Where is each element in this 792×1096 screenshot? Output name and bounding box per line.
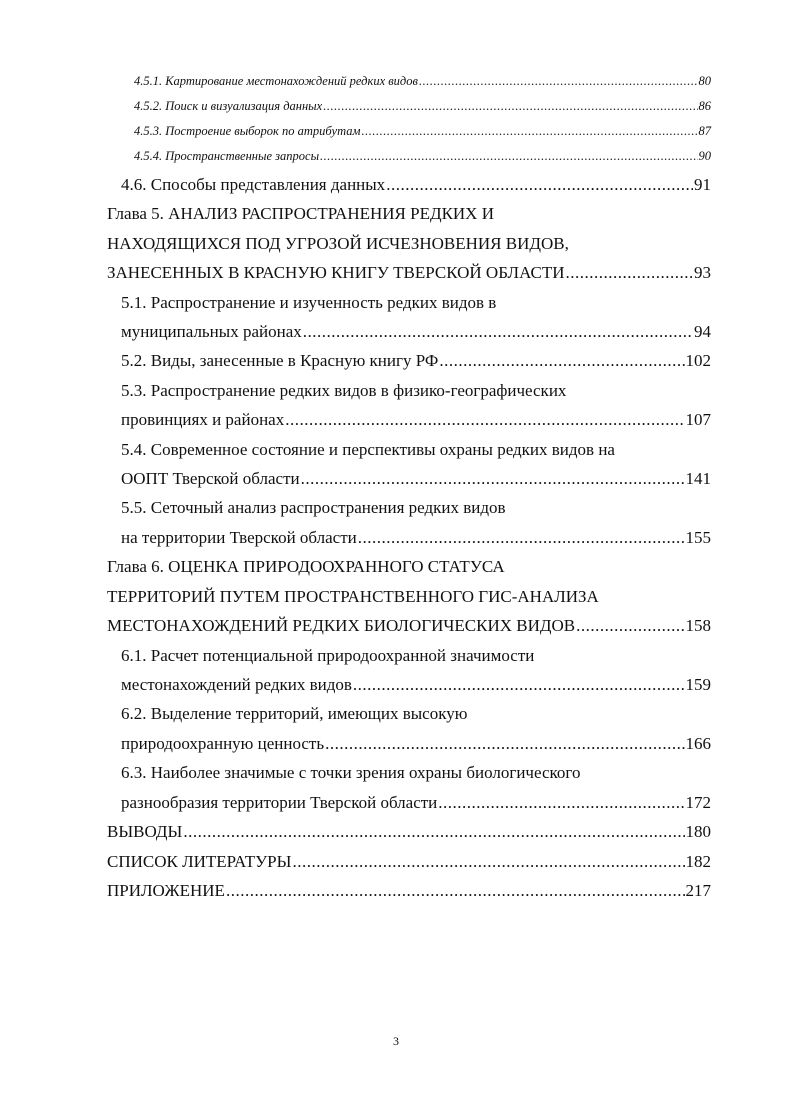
toc-page-number: 172 [685, 793, 711, 812]
toc-page-number: 91 [694, 175, 711, 194]
toc-page-number: 90 [698, 149, 711, 163]
toc-entry-title: 4.5.3. Построение выборок по атрибутам [134, 124, 361, 138]
toc-chapter-6-line-2[interactable] [107, 587, 599, 607]
toc-entry-title: 4.5.1. Картирование местонахождений редких видов [134, 74, 418, 88]
toc-chapter-title: ЗАНЕСЕННЫХ В КРАСНУЮ КНИГУ ТВЕРСКОЙ ОБЛАСТИ [107, 263, 565, 282]
toc-page-number: 94 [694, 322, 711, 341]
dot-leader [183, 822, 684, 842]
dot-leader [285, 410, 684, 430]
toc-page-number: 182 [685, 852, 711, 871]
toc-chapter-5-line-1[interactable] [107, 204, 494, 224]
toc-page-number: 87 [698, 124, 711, 138]
toc-entry-4-6[interactable] [121, 175, 711, 195]
toc-entry-title: природоохранную ценность [121, 734, 325, 753]
toc-entry-title: ВЫВОДЫ [107, 822, 183, 841]
toc-chapter-5-line-2[interactable] [107, 234, 569, 254]
toc-chapter-title: НАХОДЯЩИХСЯ ПОД УГРОЗОЙ ИСЧЕЗНОВЕНИЯ ВИДОВ, [107, 234, 569, 253]
toc-entry-4-5-4[interactable] [134, 149, 711, 164]
toc-entry-5-4-line-1[interactable] [121, 440, 615, 460]
toc-entry-6-1-line-1[interactable] [121, 646, 534, 666]
toc-entry-title: на территории Тверской области [121, 528, 357, 547]
dot-leader [325, 734, 684, 754]
dot-leader [438, 793, 684, 813]
toc-entry-title: местонахождений редких видов [121, 675, 352, 694]
toc-entry-title: 4.6. Способы представления данных [121, 175, 386, 194]
toc-entry-6-2-line-1[interactable] [121, 704, 467, 724]
toc-entry-title: ПРИЛОЖЕНИЕ [107, 881, 225, 900]
dot-leader [566, 263, 693, 283]
toc-entry-title: ООПТ Тверской области [121, 469, 300, 488]
toc-entry-title: 4.5.4. Пространственные запросы [134, 149, 320, 163]
toc-page-number: 102 [685, 351, 711, 370]
toc-entry-title: 6.1. Расчет потенциальной природоохранной значимости [121, 646, 535, 665]
toc-entry-title: муниципальных районах [121, 322, 302, 341]
page-number: 3 [393, 1034, 399, 1048]
dot-leader [292, 852, 684, 872]
toc-page-number: 86 [698, 99, 711, 113]
toc-entry-6-3-line-2[interactable] [121, 793, 711, 813]
toc-entry-5-4-line-2[interactable] [121, 469, 711, 489]
toc-page-number: 158 [685, 616, 711, 635]
toc-entry-4-5-1[interactable] [134, 74, 711, 89]
toc-page-number: 80 [698, 74, 711, 88]
dot-leader [301, 469, 685, 489]
toc-entry-4-5-2[interactable] [134, 99, 711, 114]
toc-entry-6-1-line-2[interactable] [121, 675, 711, 695]
toc-page-number: 166 [685, 734, 711, 753]
toc-entry-5-3-line-2[interactable] [121, 410, 711, 430]
dot-leader [320, 149, 697, 164]
dot-leader [226, 881, 685, 901]
toc-chapter-title: Глава 6. ОЦЕНКА ПРИРОДООХРАННОГО СТАТУСА [107, 557, 505, 576]
toc-entry-title: 6.2. Выделение территорий, имеющих высокую [121, 704, 468, 723]
toc-entry-references[interactable] [107, 852, 711, 872]
dot-leader [439, 351, 684, 371]
toc-entry-4-5-3[interactable] [134, 124, 711, 139]
toc-entry-title: СПИСОК ЛИТЕРАТУРЫ [107, 852, 292, 871]
dot-leader [303, 322, 693, 342]
toc-chapter-title: МЕСТОНАХОЖДЕНИЙ РЕДКИХ БИОЛОГИЧЕСКИХ ВИДОВ [107, 616, 576, 635]
dot-leader [419, 74, 698, 89]
toc-entry-5-2[interactable] [121, 351, 711, 371]
toc-page-number: 159 [685, 675, 711, 694]
toc-entry-title: 5.3. Распространение редких видов в физико-географических [121, 381, 567, 400]
toc-entry-title: 5.2. Виды, занесенные в Красную книгу РФ [121, 351, 439, 370]
toc-page-number: 93 [694, 263, 711, 282]
toc-chapter-title: ТЕРРИТОРИЙ ПУТЕМ ПРОСТРАНСТВЕННОГО ГИС-АНАЛИЗА [107, 587, 599, 606]
toc-entry-title: 4.5.2. Поиск и визуализация данных [134, 99, 323, 113]
toc-entry-appendix[interactable] [107, 881, 711, 901]
toc-page-number: 217 [685, 881, 711, 900]
dot-leader [353, 675, 685, 695]
toc-entry-5-5-line-2[interactable] [121, 528, 711, 548]
dot-leader [358, 528, 685, 548]
dot-leader [362, 124, 698, 139]
toc-chapter-6-line-1[interactable] [107, 557, 505, 577]
dot-leader [323, 99, 697, 114]
dot-leader [576, 616, 684, 636]
toc-entry-title: 6.3. Наиболее значимые с точки зрения охраны биологического [121, 763, 581, 782]
toc-entry-5-1-line-2[interactable] [121, 322, 711, 342]
toc-entry-5-3-line-1[interactable] [121, 381, 566, 401]
toc-entry-title: 5.1. Распространение и изученность редких видов в [121, 293, 497, 312]
toc-entry-conclusions[interactable] [107, 822, 711, 842]
toc-entry-title: разнообразия территории Тверской области [121, 793, 438, 812]
toc-page-number: 155 [685, 528, 711, 547]
toc-chapter-5-line-3[interactable] [107, 263, 711, 283]
toc-chapter-title: Глава 5. АНАЛИЗ РАСПРОСТРАНЕНИЯ РЕДКИХ И [107, 204, 494, 223]
toc-page-number: 141 [685, 469, 711, 488]
toc-entry-5-1-line-1[interactable] [121, 293, 496, 313]
toc-page-number: 107 [685, 410, 711, 429]
dot-leader [386, 175, 693, 195]
toc-entry-5-5-line-1[interactable] [121, 498, 506, 518]
toc-page-number: 180 [685, 822, 711, 841]
toc-entry-title: 5.5. Сеточный анализ распространения редких видов [121, 498, 506, 517]
toc-chapter-6-line-3[interactable] [107, 616, 711, 636]
toc-entry-title: 5.4. Современное состояние и перспективы охраны редких видов на [121, 440, 615, 459]
toc-entry-6-2-line-2[interactable] [121, 734, 711, 754]
toc-entry-title: провинциях и районах [121, 410, 285, 429]
toc-entry-6-3-line-1[interactable] [121, 763, 580, 783]
